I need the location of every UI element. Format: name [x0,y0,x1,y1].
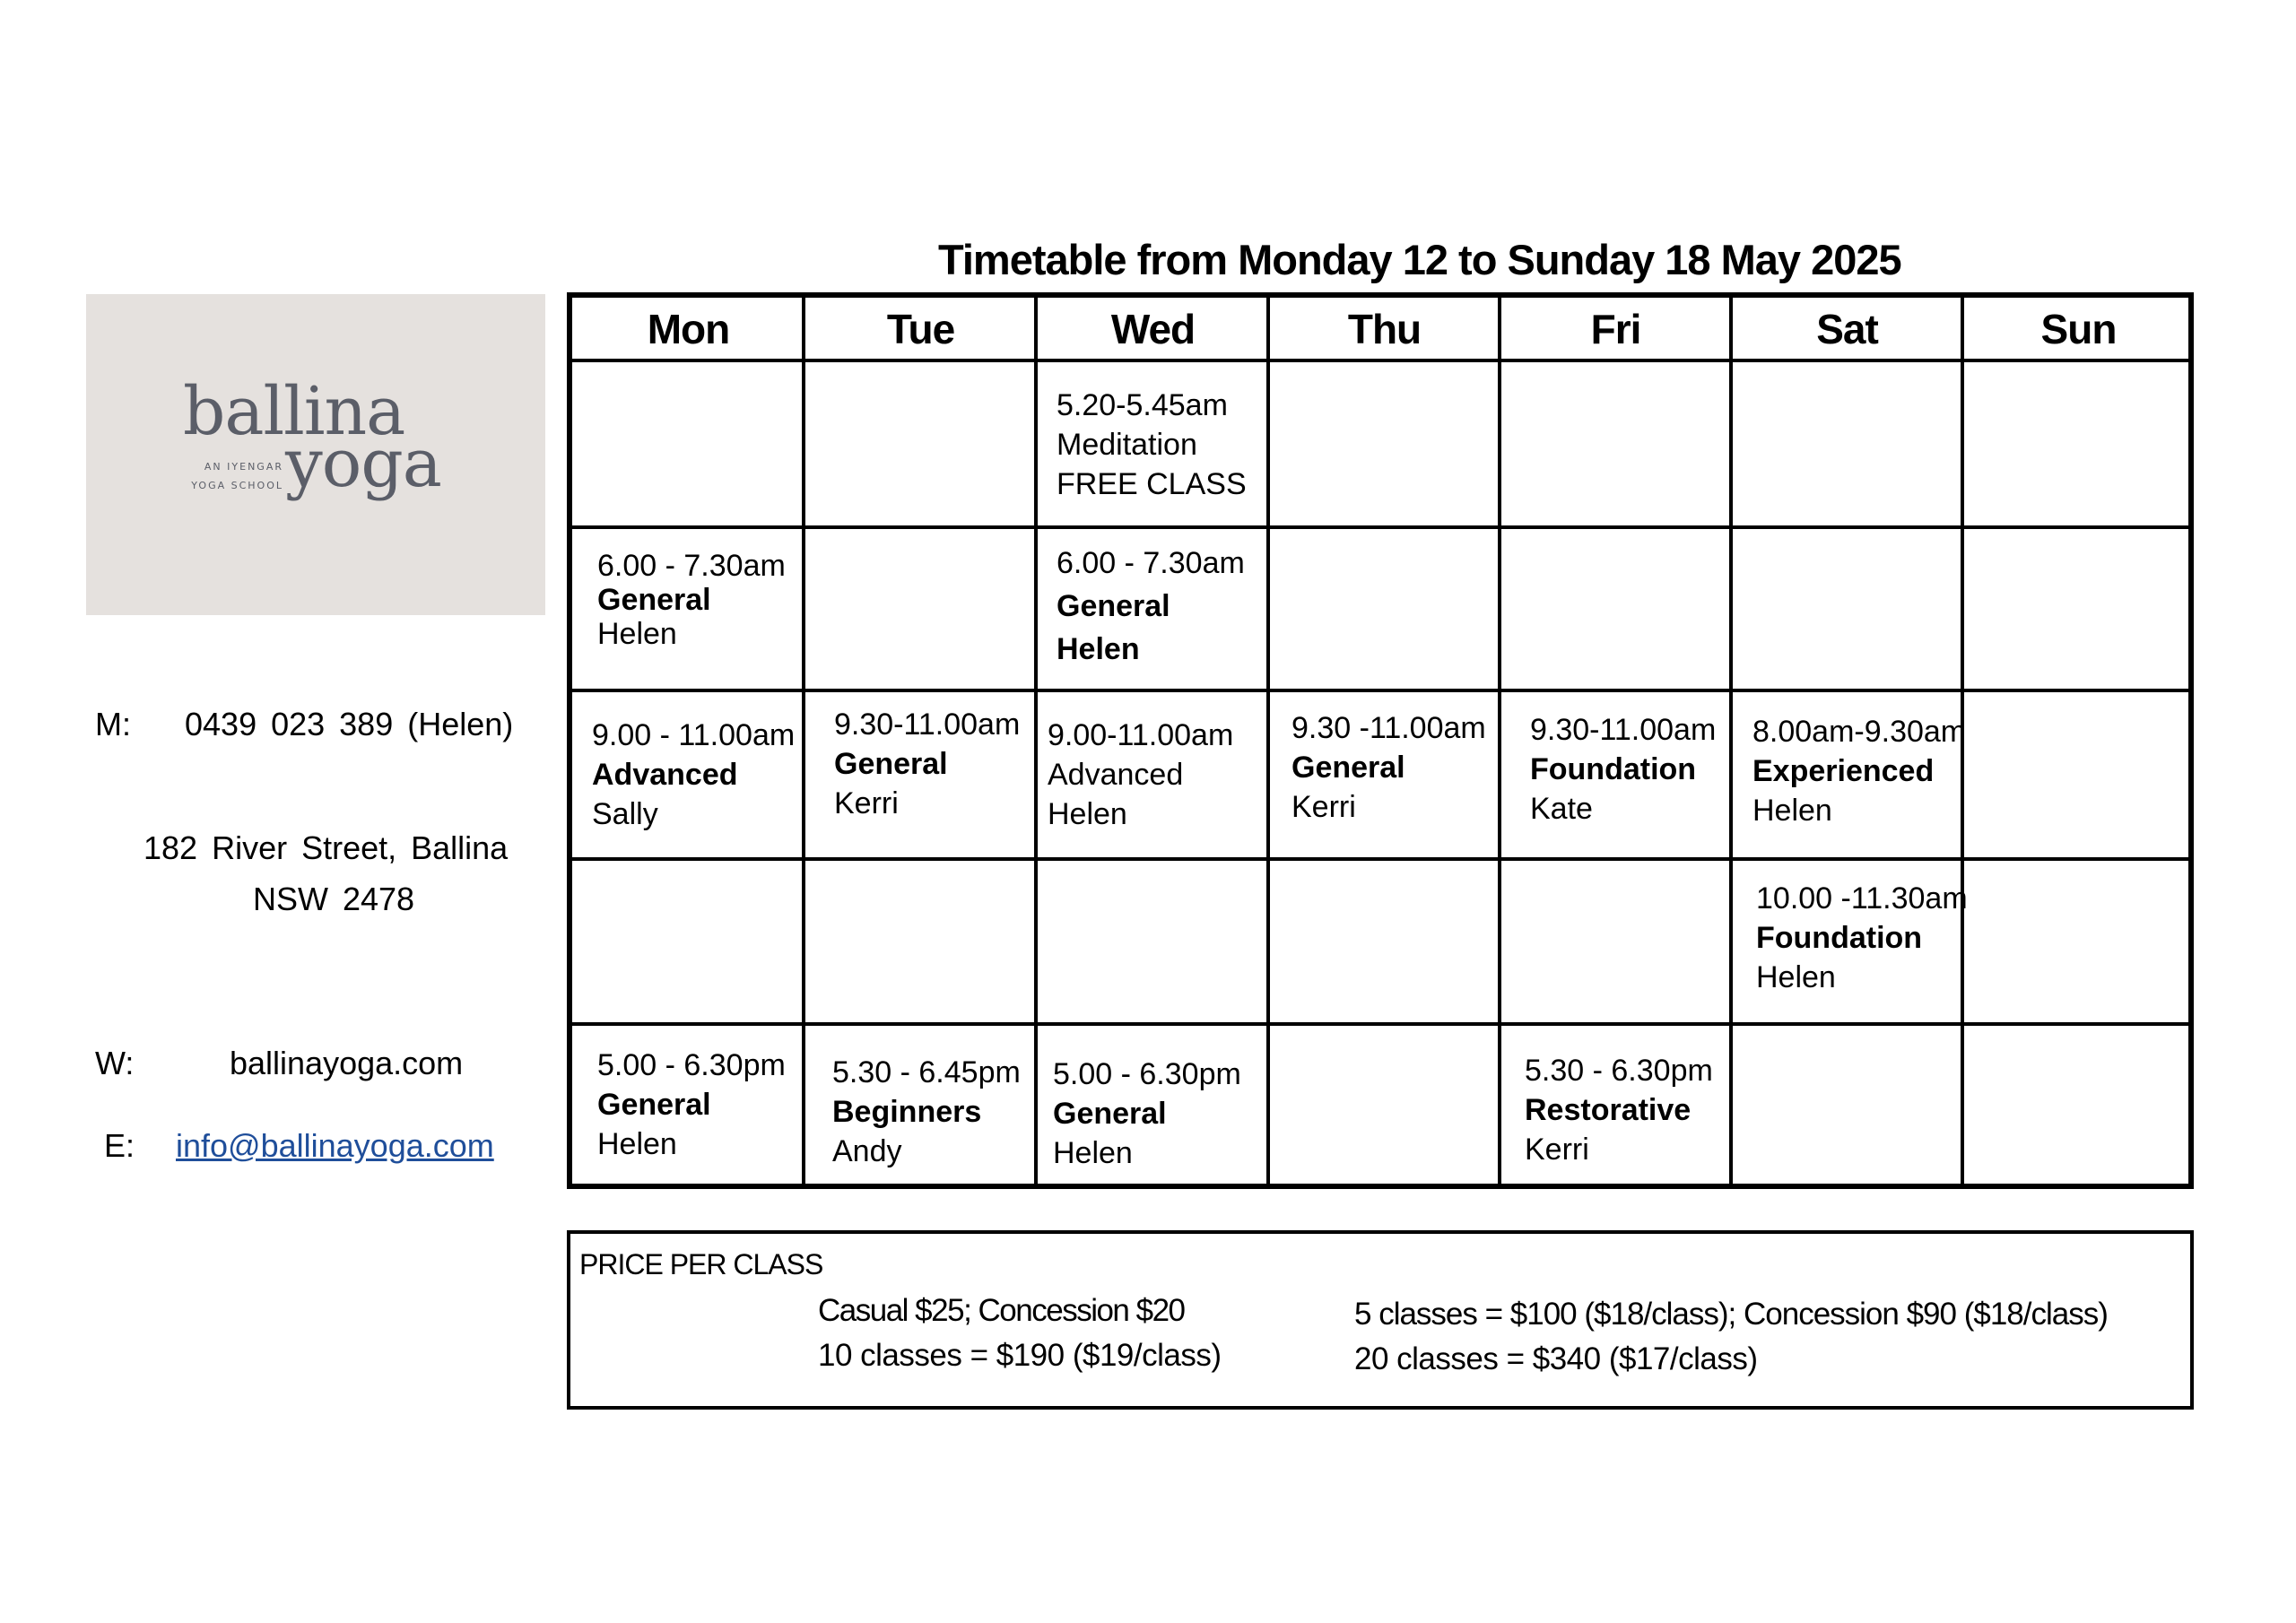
email-label: E: [104,1127,135,1164]
address-line-2: NSW 2478 [253,881,415,917]
page-title: Timetable from Monday 12 to Sunday 18 May 2025 [938,236,1901,283]
class-time: 10.00 -11.30am [1756,881,1968,916]
class-name: Advanced [1048,758,1184,792]
class-time: 6.00 - 7.30am [597,549,786,583]
class-name: Restorative [1525,1093,1692,1127]
class-note: FREE CLASS [1057,467,1247,501]
logo [86,294,545,615]
class-time: 5.00 - 6.30pm [1053,1057,1241,1091]
class-name: General [1057,589,1170,623]
logo-word-ballina: ballina [183,373,405,450]
class-name: Advanced [592,758,738,792]
class-teacher: Helen [1756,960,1836,994]
class-tue-530 [832,1053,1021,1171]
address-line-1: 182 River Street, Ballina [144,829,509,866]
class-wed-5pm [1053,1055,1241,1173]
class-teacher: Sally [592,797,658,831]
class-time: 9.30-11.00am [834,707,1021,742]
day-header-fri: Fri [1590,306,1641,352]
class-teacher: Kate [1530,792,1593,826]
class-thu-930 [1292,708,1486,827]
class-name: Meditation [1057,428,1197,462]
class-tue-930 [834,705,1020,823]
class-sat-8am [1752,712,1966,830]
class-name: Experienced [1752,754,1935,788]
grid-divider-v1 [802,298,805,1184]
class-name: General [1292,751,1405,785]
email-link[interactable]: info@ballinayoga.com [176,1127,494,1164]
price-five-classes: 5 classes = $100 ($18/class); Concession $90 ($18/class) [1354,1297,2108,1332]
price-ten-classes: 10 classes = $190 ($19/class) [818,1338,1222,1373]
mobile-number[interactable]: 0439 023 389 (Helen) [185,706,514,742]
class-teacher: Kerri [1292,790,1356,824]
class-mon-6am [597,549,786,651]
price-casual: Casual $25; Concession $20 [818,1293,1185,1328]
logo-tagline-line2: YOGA SCHOOL [191,480,283,491]
class-time: 5.30 - 6.30pm [1525,1054,1713,1088]
price-twenty-classes: 20 classes = $340 ($17/class) [1354,1341,1758,1376]
class-mon-9am [592,716,795,834]
class-name: General [597,583,711,617]
web-label: W: [95,1045,135,1081]
class-name: General [1053,1097,1167,1131]
grid-divider-h3 [572,689,2188,692]
class-teacher: Helen [1752,794,1832,828]
class-teacher: Kerri [1525,1133,1589,1167]
class-name: Beginners [832,1095,982,1129]
day-header-mon: Mon [647,306,730,352]
grid-divider-v5 [1729,298,1733,1184]
class-wed-meditation [1057,386,1247,504]
logo-word-yoga: yoga [285,425,441,502]
website-link[interactable]: ballinayoga.com [230,1045,464,1081]
class-fri-930 [1530,710,1716,829]
logo-tagline-line1: AN IYENGAR [204,461,283,473]
class-wed-9am [1048,716,1233,834]
day-header-wed: Wed [1110,306,1196,352]
class-time: 9.30 -11.00am [1292,711,1486,745]
day-header-sun: Sun [2040,306,2117,352]
grid-divider-h4 [572,857,2188,861]
class-time: 9.00 - 11.00am [592,718,796,752]
class-time: 9.30-11.00am [1530,713,1717,747]
grid-divider-v3 [1266,298,1270,1184]
class-teacher: Helen [597,1127,677,1161]
class-teacher: Helen [597,617,677,651]
day-header-sat: Sat [1816,306,1878,352]
day-header-tue: Tue [886,306,955,352]
class-time: 5.20-5.45am [1057,388,1228,422]
class-time: 9.00-11.00am [1048,718,1234,752]
class-name: General [597,1088,711,1122]
grid-divider-v4 [1498,298,1501,1184]
class-teacher: Andy [832,1134,902,1168]
class-teacher: Helen [1053,1136,1133,1170]
class-teacher: Helen [1048,797,1127,831]
class-teacher: Helen [1057,632,1140,666]
grid-divider-v2 [1034,298,1038,1184]
class-time: 6.00 - 7.30am [1057,546,1245,580]
class-teacher: Kerri [834,786,899,820]
timetable-grid [567,292,2194,1189]
mobile-label: M: [95,706,131,742]
class-time: 8.00am-9.30am [1752,715,1967,749]
day-header-thu: Thu [1347,306,1422,352]
class-name: General [834,747,948,781]
logo-tagline [169,457,283,495]
grid-divider-h2 [572,525,2188,529]
class-time: 5.30 - 6.45pm [832,1055,1021,1089]
price-heading: PRICE PER CLASS [579,1248,823,1280]
class-wed-6am [1057,542,1245,671]
price-box [567,1230,2194,1410]
class-mon-5pm [597,1046,786,1164]
class-name: Foundation [1756,921,1923,955]
class-fri-530 [1525,1051,1713,1169]
class-sat-10am [1756,879,1968,997]
grid-divider-h5 [572,1022,2188,1026]
class-name: Foundation [1530,752,1697,786]
class-time: 5.00 - 6.30pm [597,1048,786,1082]
